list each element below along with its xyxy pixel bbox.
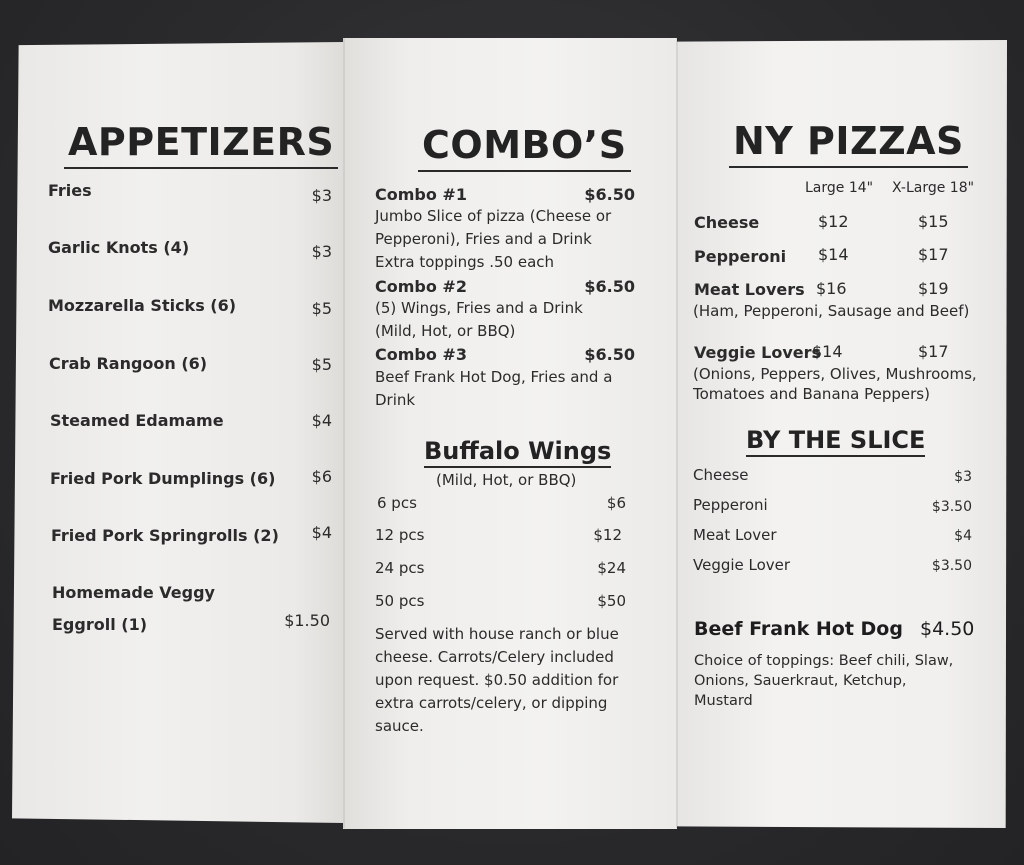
wings-price: $6 xyxy=(606,494,626,512)
slice-item-price: $3 xyxy=(954,469,972,485)
fold-line-right xyxy=(676,38,678,828)
combo-price: $6.50 xyxy=(584,185,635,204)
appetizer-item-name: Fried Pork Dumplings (6) xyxy=(50,469,276,488)
combo-title: Combo #2 xyxy=(375,277,467,296)
appetizers-heading: APPETIZERS xyxy=(64,123,338,169)
buffalo-wings-subtitle: (Mild, Hot, or BBQ) xyxy=(436,471,577,489)
appetizer-item-price: $5 xyxy=(311,355,332,374)
slice-item-name: Cheese xyxy=(693,466,749,484)
pizza-name: Cheese xyxy=(694,213,760,232)
slice-item-price: $3.50 xyxy=(931,499,972,515)
slice-item-price: $4 xyxy=(954,528,972,544)
pizza-name: Meat Lovers xyxy=(694,280,805,299)
pizza-price-large: $14 xyxy=(818,245,849,264)
appetizer-item-name: Fries xyxy=(48,181,92,200)
combo-description: Jumbo Slice of pizza (Cheese or xyxy=(375,207,612,225)
wings-quantity: 6 pcs xyxy=(377,494,417,512)
combo-description: Extra toppings .50 each xyxy=(375,253,555,271)
by-the-slice-heading: BY THE SLICE xyxy=(746,428,925,457)
buffalo-wings-heading: Buffalo Wings xyxy=(424,439,611,468)
wings-quantity: 50 pcs xyxy=(375,592,425,610)
fold-line-left xyxy=(343,38,345,828)
appetizer-veggy-name-line1: Homemade Veggy xyxy=(52,583,215,602)
slice-item-name: Meat Lover xyxy=(693,526,777,544)
pizza-description: Tomatoes and Banana Peppers) xyxy=(693,385,930,403)
appetizer-veggy-price: $1.50 xyxy=(284,611,330,630)
appetizer-item-name: Steamed Edamame xyxy=(50,411,224,430)
combo-description: (Mild, Hot, or BBQ) xyxy=(375,322,516,340)
appetizer-item-price: $5 xyxy=(311,299,332,318)
appetizer-item-price: $3 xyxy=(311,242,332,261)
pizza-price-large: $16 xyxy=(816,279,847,298)
wings-price: $50 xyxy=(597,592,626,610)
ny-pizzas-heading: NY PIZZAS xyxy=(729,122,968,168)
combo-description: (5) Wings, Fries and a Drink xyxy=(375,299,583,317)
combo-description: Pepperoni), Fries and a Drink xyxy=(375,230,592,248)
hotdog-price: $4.50 xyxy=(920,618,975,640)
pizza-price-xlarge: $19 xyxy=(918,279,949,298)
pizza-name: Pepperoni xyxy=(694,247,787,266)
appetizer-item-name: Mozzarella Sticks (6) xyxy=(48,296,237,315)
wings-note: sauce. xyxy=(375,717,424,735)
slice-item-name: Veggie Lover xyxy=(693,556,791,574)
appetizer-item-price: $6 xyxy=(311,467,332,486)
appetizer-item-price: $3 xyxy=(311,186,332,205)
pizza-price-xlarge: $17 xyxy=(918,245,949,264)
hotdog-description: Onions, Sauerkraut, Ketchup, xyxy=(694,673,907,689)
pizza-description: (Ham, Pepperoni, Sausage and Beef) xyxy=(693,302,970,320)
wings-price: $12 xyxy=(593,526,622,544)
combo-price: $6.50 xyxy=(584,345,635,364)
hotdog-title: Beef Frank Hot Dog xyxy=(694,618,903,640)
combos-heading: COMBO’S xyxy=(418,126,631,172)
pizza-price-large: $12 xyxy=(818,212,849,231)
pizza-column-large: Large 14" xyxy=(805,180,874,196)
wings-note: upon request. $0.50 addition for xyxy=(375,671,619,689)
appetizer-veggy-name-line2: Eggroll (1) xyxy=(52,615,148,634)
pizza-price-xlarge: $17 xyxy=(918,342,949,361)
pizza-name: Veggie Lovers xyxy=(694,343,822,362)
combo-description: Beef Frank Hot Dog, Fries and a xyxy=(375,368,613,386)
wings-price: $24 xyxy=(597,559,626,577)
wings-note: extra carrots/celery, or dipping xyxy=(375,694,608,712)
wings-note: cheese. Carrots/Celery included xyxy=(375,648,614,666)
pizza-price-xlarge: $15 xyxy=(918,212,949,231)
pizza-column-xlarge: X-Large 18" xyxy=(892,180,975,196)
appetizer-item-price: $4 xyxy=(311,523,332,542)
appetizer-item-name: Crab Rangoon (6) xyxy=(49,354,208,373)
pizza-price-large: $14 xyxy=(812,342,843,361)
appetizer-item-name: Garlic Knots (4) xyxy=(48,238,190,257)
hotdog-description: Choice of toppings: Beef chili, Slaw, xyxy=(694,653,954,669)
pizza-description: (Onions, Peppers, Olives, Mushrooms, xyxy=(693,365,977,383)
appetizer-item-price: $4 xyxy=(311,411,332,430)
appetizer-item-name: Fried Pork Springrolls (2) xyxy=(51,526,279,545)
hotdog-description: Mustard xyxy=(694,693,753,709)
wings-quantity: 12 pcs xyxy=(375,526,425,544)
combo-title: Combo #3 xyxy=(375,345,467,364)
slice-item-price: $3.50 xyxy=(931,558,972,574)
combo-price: $6.50 xyxy=(584,277,635,296)
combo-title: Combo #1 xyxy=(375,185,467,204)
wings-quantity: 24 pcs xyxy=(375,559,425,577)
wings-note: Served with house ranch or blue xyxy=(375,625,619,643)
combo-description: Drink xyxy=(375,391,416,409)
slice-item-name: Pepperoni xyxy=(693,496,768,514)
